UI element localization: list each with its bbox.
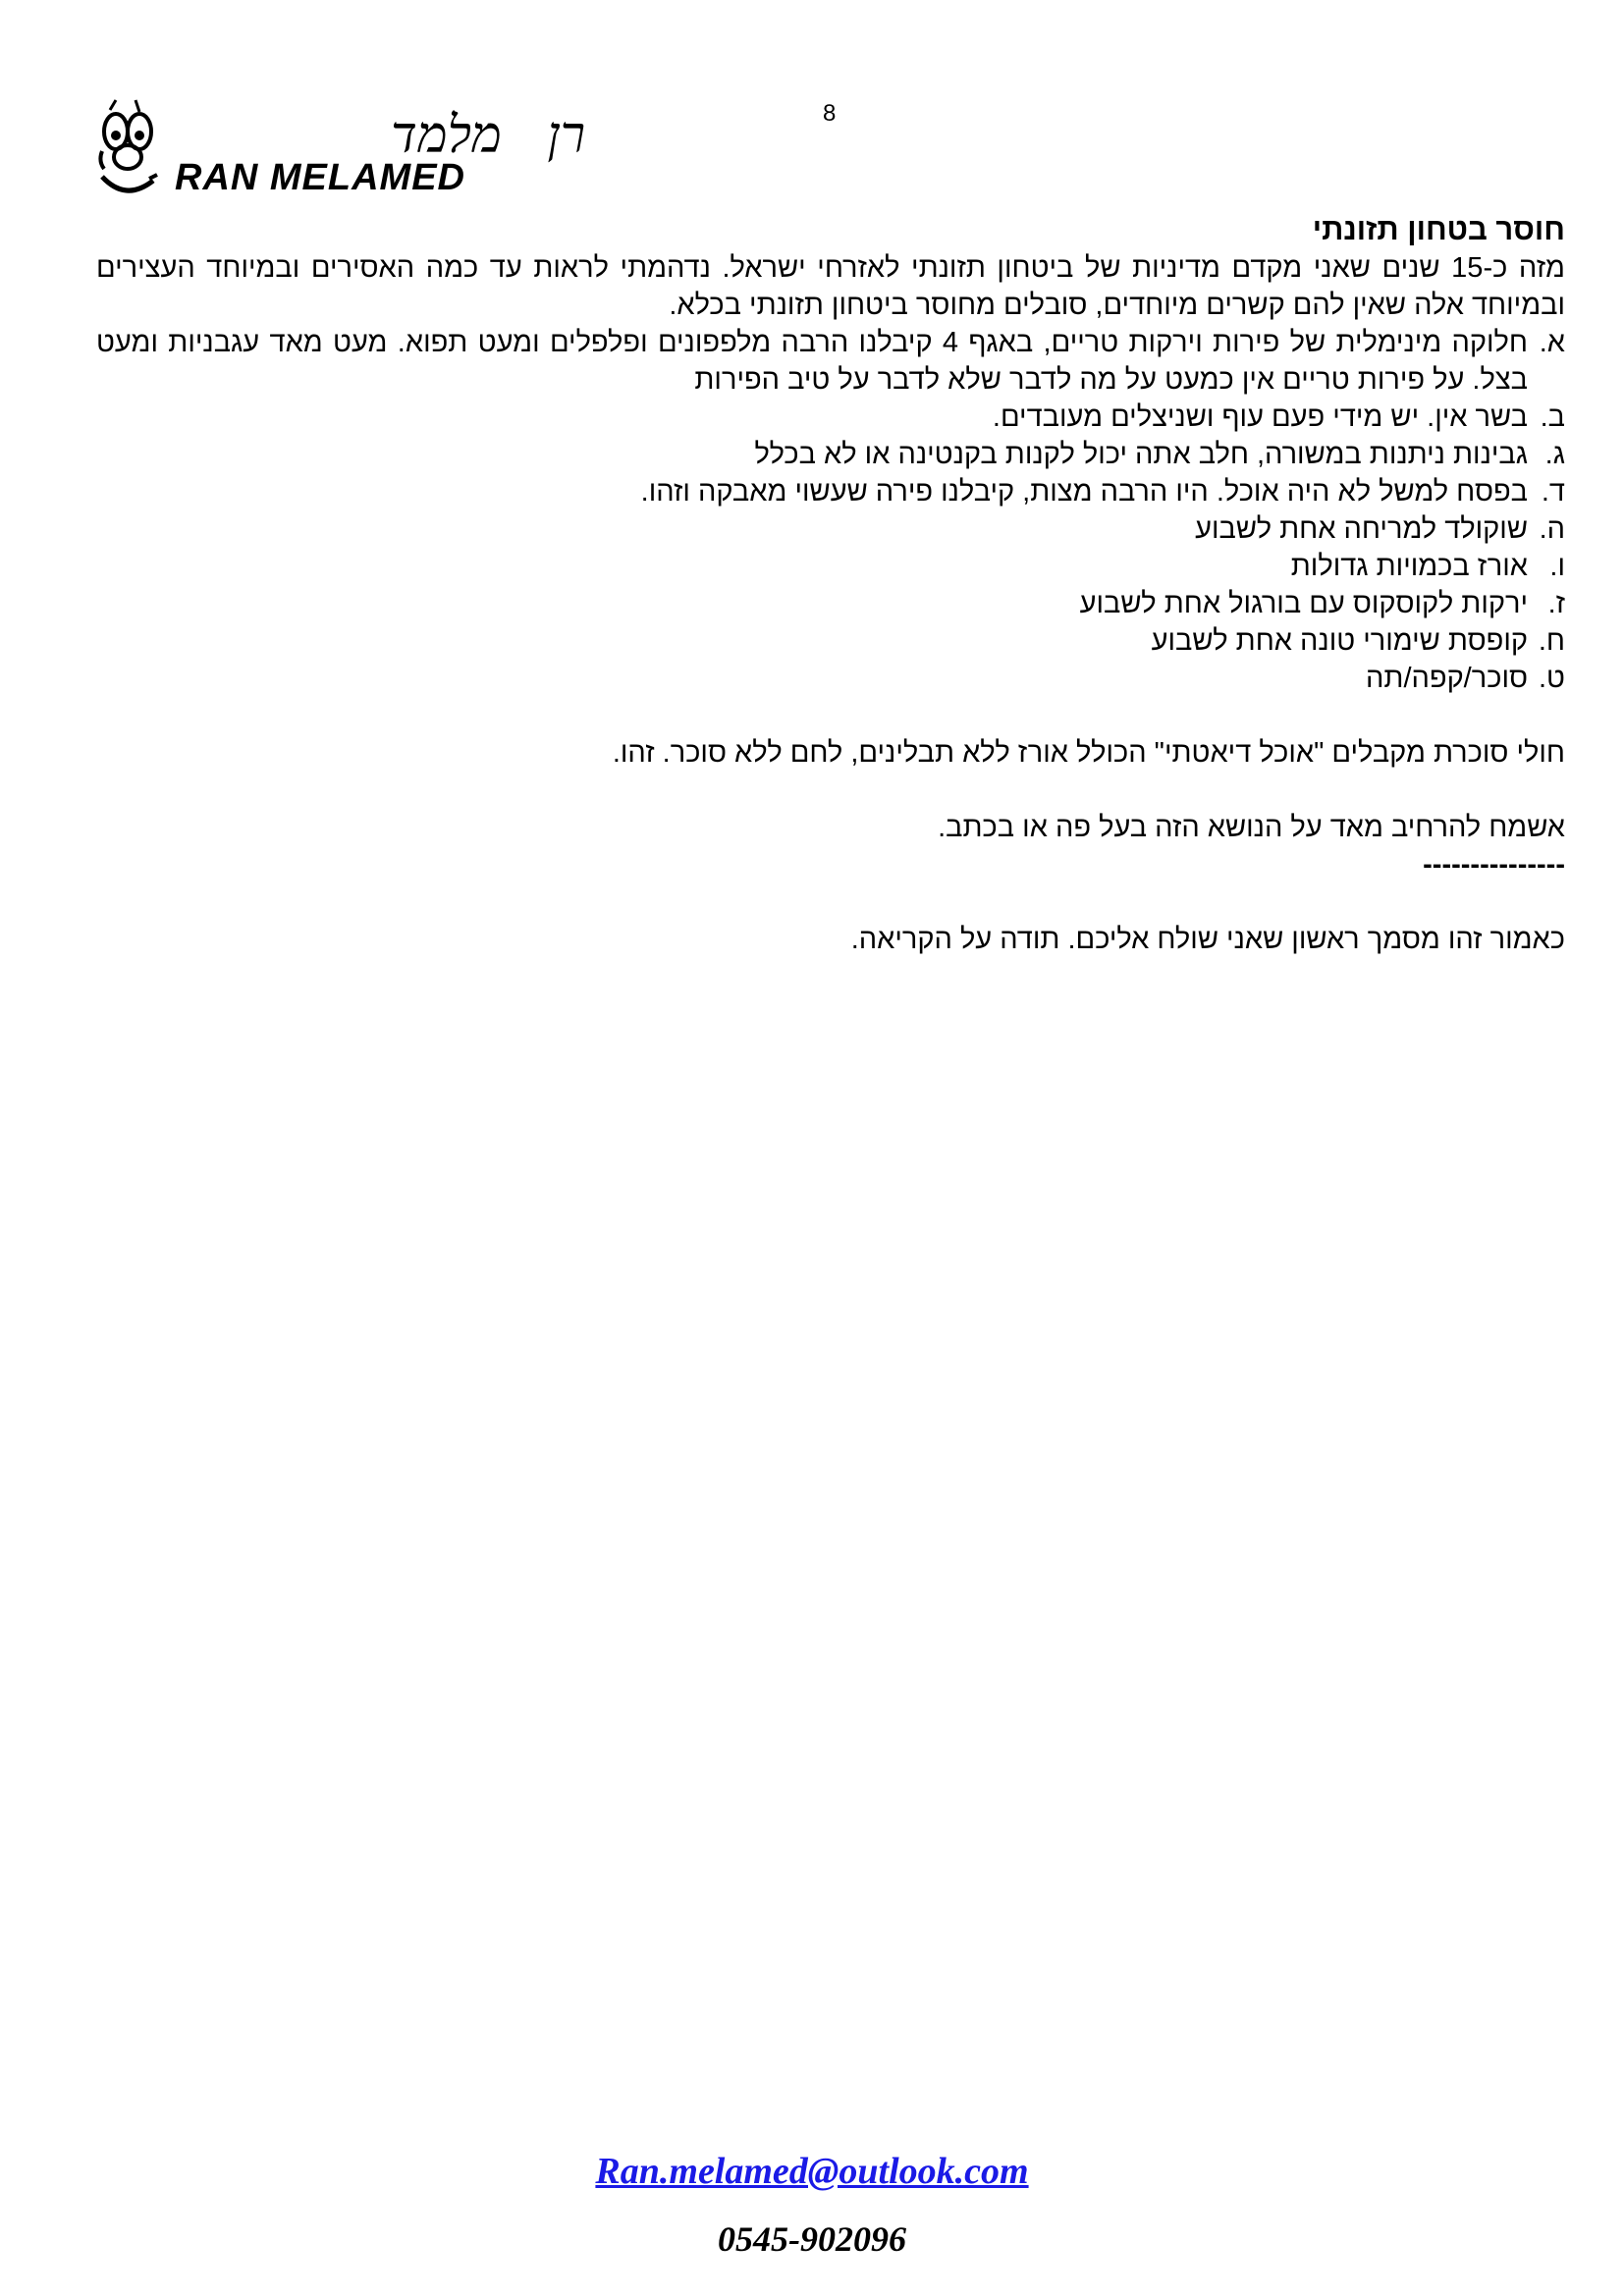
footer-phone: 0545-902096 xyxy=(718,2219,906,2259)
intro-paragraph: מזה כ-15 שנים שאני מקדם מדיניות של ביטחון תזונתי לאזרחי ישראל. נדהמתי לראות עד כמה האסירים ובמיוחד העצירים ובמיוחד אלה שאין להם קשרים מיוחדים, סובלים מחוסר ביטחון תזונתי בכלא. xyxy=(96,252,1565,321)
list-marker: ו. xyxy=(1549,551,1565,582)
closing-paragraph: כאמור זהו מסמך ראשון שאני שולח אליכם. תודה על הקריאה. xyxy=(850,924,1565,955)
list-item xyxy=(96,324,1565,399)
list-marker: א. xyxy=(1539,327,1565,358)
list-item xyxy=(96,660,1565,697)
list-item-text: קופסת שימורי טונה אחת לשבוע xyxy=(1151,625,1528,657)
list-item xyxy=(96,399,1565,436)
list-item-text: ירקות לקוסקוס עם בורגול אחת לשבוע xyxy=(1079,588,1528,619)
expand-note: אשמח להרחיב מאד על הנושא הזה בעל פה או בכתב. xyxy=(938,812,1565,843)
page-number: 8 xyxy=(823,100,837,127)
list-marker: ב. xyxy=(1540,401,1565,433)
list-item xyxy=(96,510,1565,548)
footer-email-link[interactable]: Ran.melamed@outlook.com xyxy=(595,2151,1029,2192)
list-item xyxy=(96,548,1565,585)
list-item-text: סוכר/קפה/תה xyxy=(1366,663,1528,694)
list-marker: ד. xyxy=(1541,476,1565,507)
smiley-face-icon xyxy=(96,96,175,204)
list-item-text: בפסח למשל לא היה אוכל. היו הרבה מצות, קיבלנו פירה שעשוי מאבקה וזהו. xyxy=(640,476,1528,507)
list-item xyxy=(96,436,1565,473)
list-marker: ה. xyxy=(1539,513,1565,545)
list-marker: ח. xyxy=(1538,625,1565,657)
list-item xyxy=(96,585,1565,622)
dashed-divider: --------------- xyxy=(1423,849,1565,881)
letterhead xyxy=(96,96,685,204)
list-item xyxy=(96,622,1565,660)
document-title: חוסר בטחון תזונתי xyxy=(1312,212,1565,246)
list-item-text: בשר אין. יש מידי פעם עוף ושניצלים מעובדים. xyxy=(992,401,1528,433)
document-body xyxy=(96,210,1565,958)
list-marker: ג. xyxy=(1544,439,1565,470)
diabetics-note: חולי סוכרת מקבלים "אוכל דיאטתי" הכולל אורז ללא תבלינים, לחם ללא סוכר. זהו. xyxy=(612,737,1565,769)
list-item-text: חלוקה מינימלית של פירות וירקות טריים, באגף 4 קיבלנו הרבה מלפפונים ופלפלים ומעט תפוא. מעט מאד עגבניות ומעט בצל. על פירות טריים אין כמעט על מה לדבר שלא לדבר על טיב הפירות xyxy=(96,327,1528,396)
list-marker: ז. xyxy=(1547,588,1565,619)
list-item-text: אורז בכמויות גדולות xyxy=(1290,551,1528,582)
letterhead-hebrew-name: רן מלמד xyxy=(391,106,586,165)
list-item xyxy=(96,473,1565,510)
letterhead-english-name: RAN MELAMED xyxy=(175,157,465,198)
list-item-text: שוקולד למריחה אחת לשבוע xyxy=(1195,513,1528,545)
list-marker: ט. xyxy=(1539,663,1565,694)
food-list xyxy=(96,324,1565,697)
list-item-text: גבינות ניתנות במשורה, חלב אתה יכול לקנות בקנטינה או לא בכלל xyxy=(754,439,1528,470)
